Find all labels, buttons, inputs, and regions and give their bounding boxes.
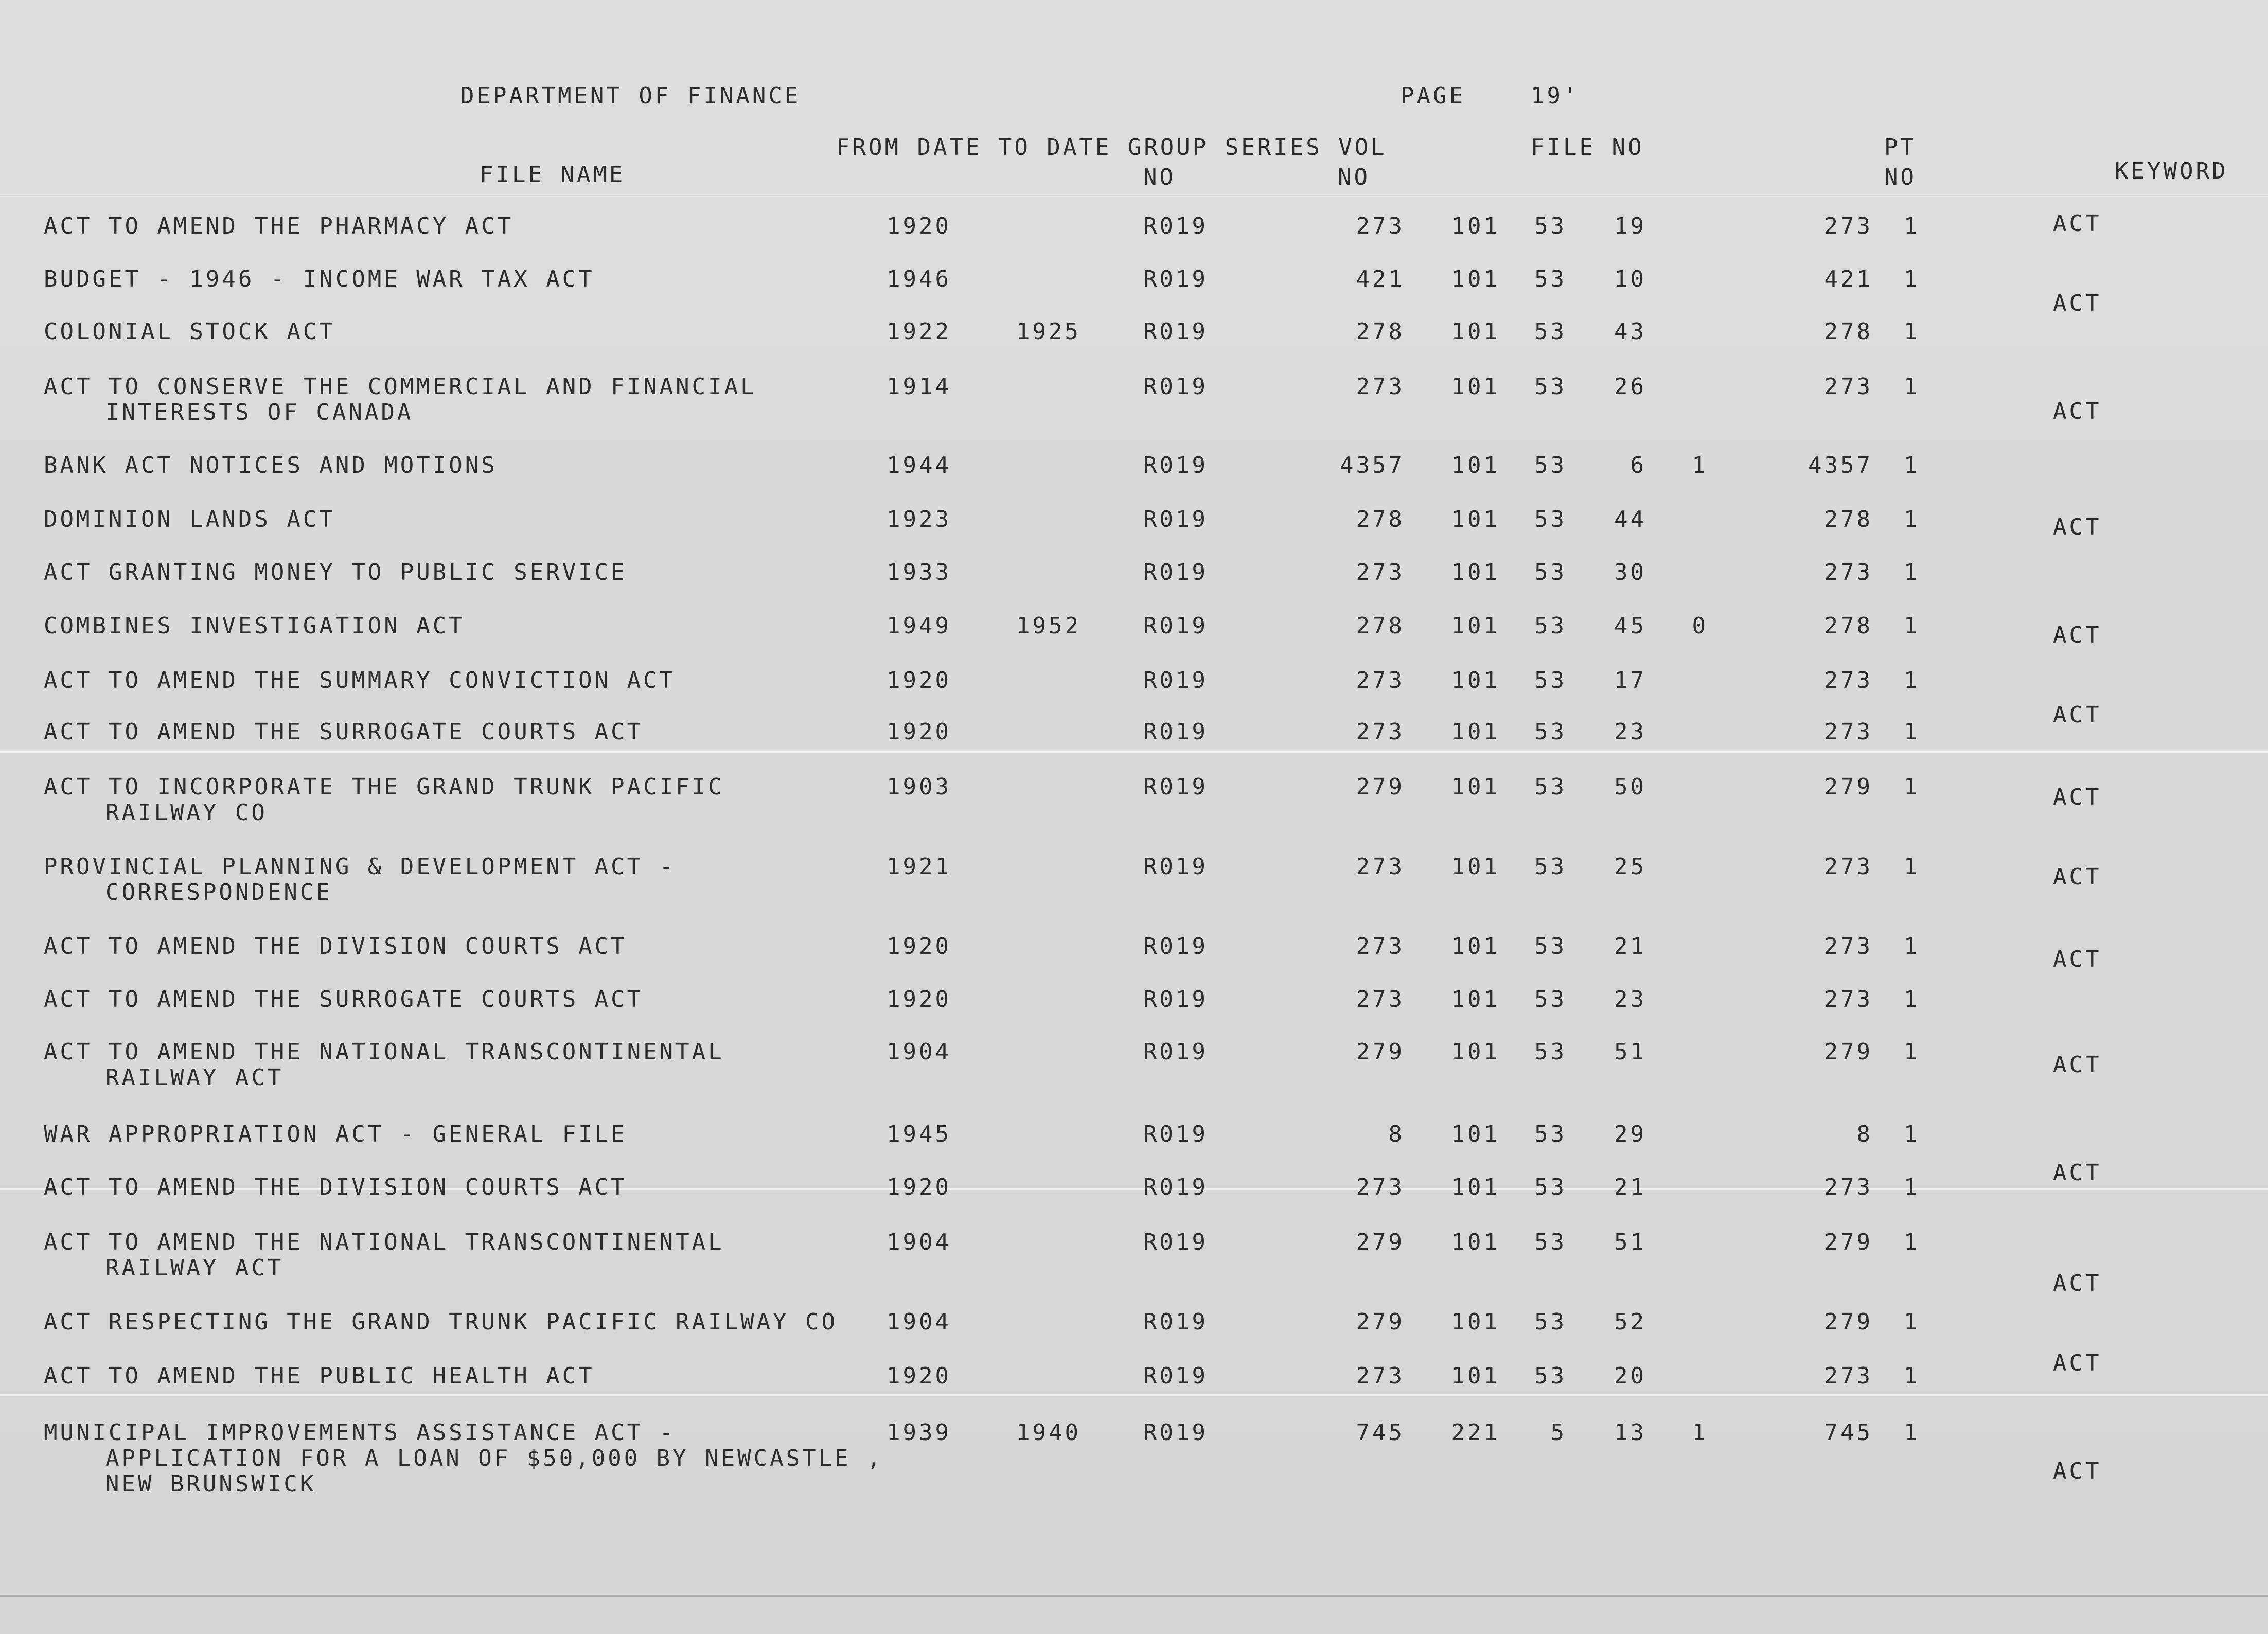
keyword-label: ACT bbox=[2053, 514, 2102, 540]
cell-to: 1940 bbox=[1016, 1419, 1081, 1446]
keyword-label: ACT bbox=[2053, 1052, 2102, 1078]
file-name: ACT GRANTING MONEY TO PUBLIC SERVICE bbox=[44, 559, 627, 585]
cell-vol: 273 bbox=[1356, 1363, 1405, 1389]
cell-group: R019 bbox=[1143, 1363, 1208, 1389]
cell-from: 1904 bbox=[887, 1229, 951, 1255]
file-name: ACT TO AMEND THE NATIONAL TRANSCONTINENTAL bbox=[44, 1229, 724, 1255]
file-name: BUDGET - 1946 - INCOME WAR TAX ACT bbox=[44, 266, 595, 292]
cell-group: R019 bbox=[1143, 506, 1208, 532]
cell-vol: 4357 bbox=[1340, 452, 1405, 478]
cell-f1: 101 bbox=[1451, 1174, 1500, 1200]
cell-pt: 1 bbox=[1904, 374, 1920, 400]
file-name: ACT TO AMEND THE NATIONAL TRANSCONTINENTAL bbox=[44, 1039, 724, 1065]
cell-vol: 273 bbox=[1356, 374, 1405, 400]
column-header-pt: PT bbox=[1884, 134, 1917, 161]
cell-f3: 43 bbox=[1614, 318, 1646, 345]
cell-from: 1945 bbox=[887, 1121, 951, 1147]
cell-f3: 6 bbox=[1630, 452, 1646, 478]
cell-f1: 101 bbox=[1451, 1039, 1500, 1065]
cell-f2: 53 bbox=[1534, 986, 1567, 1013]
cell-f4: 1 bbox=[1692, 452, 1708, 478]
cell-vol: 278 bbox=[1356, 506, 1405, 532]
cell-vol2: 8 bbox=[1856, 1121, 1873, 1147]
cell-group: R019 bbox=[1143, 854, 1208, 880]
cell-f1: 101 bbox=[1451, 213, 1500, 239]
cell-f3: 20 bbox=[1614, 1363, 1646, 1389]
cell-f2: 53 bbox=[1534, 1363, 1567, 1389]
keyword-label: ACT bbox=[2053, 398, 2102, 424]
keyword-label: ACT bbox=[2053, 210, 2102, 237]
cell-vol2: 273 bbox=[1824, 986, 1873, 1013]
cell-vol2: 273 bbox=[1824, 559, 1873, 585]
cell-f2: 53 bbox=[1534, 213, 1567, 239]
cell-f1: 101 bbox=[1451, 719, 1500, 745]
cell-from: 1939 bbox=[887, 1419, 951, 1446]
cell-vol: 421 bbox=[1356, 266, 1405, 292]
column-header-pt-no: NO bbox=[1884, 164, 1917, 190]
cell-group: R019 bbox=[1143, 266, 1208, 292]
cell-pt: 1 bbox=[1904, 452, 1920, 478]
cell-from: 1949 bbox=[887, 613, 951, 639]
cell-f1: 101 bbox=[1451, 1229, 1500, 1255]
cell-f2: 53 bbox=[1534, 1121, 1567, 1147]
cell-f2: 53 bbox=[1534, 933, 1567, 960]
cell-pt: 1 bbox=[1904, 1363, 1920, 1389]
cell-from: 1933 bbox=[887, 559, 951, 585]
cell-group: R019 bbox=[1143, 719, 1208, 745]
cell-f3: 13 bbox=[1614, 1419, 1646, 1446]
cell-vol2: 745 bbox=[1824, 1419, 1873, 1446]
cell-f1: 101 bbox=[1451, 854, 1500, 880]
cell-f3: 51 bbox=[1614, 1039, 1646, 1065]
cell-vol: 278 bbox=[1356, 318, 1405, 345]
cell-group: R019 bbox=[1143, 986, 1208, 1013]
cell-group: R019 bbox=[1143, 1039, 1208, 1065]
cell-group: R019 bbox=[1143, 667, 1208, 694]
cell-f3: 29 bbox=[1614, 1121, 1646, 1147]
file-name-continuation: RAILWAY CO bbox=[105, 800, 268, 826]
cell-from: 1920 bbox=[887, 933, 951, 960]
cell-pt: 1 bbox=[1904, 986, 1920, 1013]
cell-vol: 273 bbox=[1356, 719, 1405, 745]
cell-vol: 273 bbox=[1356, 854, 1405, 880]
cell-group: R019 bbox=[1143, 1309, 1208, 1335]
cell-vol2: 278 bbox=[1824, 506, 1873, 532]
keyword-label: ACT bbox=[2053, 1458, 2102, 1484]
cell-pt: 1 bbox=[1904, 1419, 1920, 1446]
cell-f1: 101 bbox=[1451, 1363, 1500, 1389]
keyword-label: ACT bbox=[2053, 864, 2102, 890]
cell-vol: 279 bbox=[1356, 774, 1405, 800]
cell-to: 1952 bbox=[1016, 613, 1081, 639]
file-name: ACT TO AMEND THE PUBLIC HEALTH ACT bbox=[44, 1363, 595, 1389]
cell-f3: 26 bbox=[1614, 374, 1646, 400]
file-name-continuation: INTERESTS OF CANADA bbox=[105, 399, 414, 425]
cell-vol: 273 bbox=[1356, 986, 1405, 1013]
cell-from: 1946 bbox=[887, 266, 951, 292]
cell-vol: 273 bbox=[1356, 1174, 1405, 1200]
cell-f3: 50 bbox=[1614, 774, 1646, 800]
cell-pt: 1 bbox=[1904, 266, 1920, 292]
column-header-file-name: FILE NAME bbox=[480, 162, 626, 188]
cell-pt: 1 bbox=[1904, 774, 1920, 800]
cell-vol: 8 bbox=[1388, 1121, 1405, 1147]
cell-f3: 45 bbox=[1614, 613, 1646, 639]
cell-f3: 30 bbox=[1614, 559, 1646, 585]
cell-f2: 53 bbox=[1534, 1039, 1567, 1065]
cell-pt: 1 bbox=[1904, 667, 1920, 694]
cell-f1: 101 bbox=[1451, 318, 1500, 345]
cell-from: 1922 bbox=[887, 318, 951, 345]
file-name-continuation: RAILWAY ACT bbox=[105, 1064, 284, 1091]
cell-vol2: 278 bbox=[1824, 613, 1873, 639]
cell-group: R019 bbox=[1143, 374, 1208, 400]
cell-f2: 53 bbox=[1534, 559, 1567, 585]
cell-f2: 53 bbox=[1534, 667, 1567, 694]
cell-vol: 279 bbox=[1356, 1229, 1405, 1255]
cell-vol2: 273 bbox=[1824, 1174, 1873, 1200]
cell-from: 1921 bbox=[887, 854, 951, 880]
cell-f2: 53 bbox=[1534, 854, 1567, 880]
cell-f3: 23 bbox=[1614, 986, 1646, 1013]
cell-from: 1920 bbox=[887, 719, 951, 745]
file-name: ACT TO INCORPORATE THE GRAND TRUNK PACIFIC bbox=[44, 774, 724, 800]
cell-group: R019 bbox=[1143, 559, 1208, 585]
cell-vol2: 273 bbox=[1824, 213, 1873, 239]
keyword-label: ACT bbox=[2053, 622, 2102, 648]
cell-from: 1903 bbox=[887, 774, 951, 800]
cell-vol2: 278 bbox=[1824, 318, 1873, 345]
cell-f2: 53 bbox=[1534, 374, 1567, 400]
cell-f2: 53 bbox=[1534, 613, 1567, 639]
cell-pt: 1 bbox=[1904, 854, 1920, 880]
cell-vol2: 273 bbox=[1824, 1363, 1873, 1389]
cell-f3: 52 bbox=[1614, 1309, 1646, 1335]
cell-f2: 5 bbox=[1550, 1419, 1567, 1446]
cell-vol: 278 bbox=[1356, 613, 1405, 639]
cell-to: 1925 bbox=[1016, 318, 1081, 345]
cell-f2: 53 bbox=[1534, 719, 1567, 745]
cell-f2: 53 bbox=[1534, 318, 1567, 345]
cell-pt: 1 bbox=[1904, 559, 1920, 585]
cell-f2: 53 bbox=[1534, 1174, 1567, 1200]
cell-f2: 53 bbox=[1534, 774, 1567, 800]
cell-from: 1920 bbox=[887, 986, 951, 1013]
cell-f1: 101 bbox=[1451, 774, 1500, 800]
cell-vol: 273 bbox=[1356, 559, 1405, 585]
cell-from: 1914 bbox=[887, 374, 951, 400]
cell-f1: 101 bbox=[1451, 933, 1500, 960]
cell-vol2: 279 bbox=[1824, 1039, 1873, 1065]
cell-group: R019 bbox=[1143, 774, 1208, 800]
cell-vol2: 273 bbox=[1824, 719, 1873, 745]
cell-pt: 1 bbox=[1904, 506, 1920, 532]
cell-vol2: 273 bbox=[1824, 854, 1873, 880]
cell-pt: 1 bbox=[1904, 1121, 1920, 1147]
cell-vol: 273 bbox=[1356, 933, 1405, 960]
file-name-continuation: RAILWAY ACT bbox=[105, 1255, 284, 1281]
file-name-continuation: CORRESPONDENCE bbox=[105, 879, 332, 905]
keyword-label: ACT bbox=[2053, 1270, 2102, 1296]
page-number: 19' bbox=[1531, 83, 1580, 109]
cell-f2: 53 bbox=[1534, 266, 1567, 292]
cell-f1: 101 bbox=[1451, 986, 1500, 1013]
cell-from: 1920 bbox=[887, 1363, 951, 1389]
cell-f3: 21 bbox=[1614, 1174, 1646, 1200]
file-name: ACT TO AMEND THE SURROGATE COURTS ACT bbox=[44, 986, 644, 1013]
keyword-label: ACT bbox=[2053, 1160, 2102, 1186]
department-title: DEPARTMENT OF FINANCE bbox=[460, 83, 801, 109]
cell-f1: 221 bbox=[1451, 1419, 1500, 1446]
keyword-label: ACT bbox=[2053, 784, 2102, 810]
file-name-continuation: NEW BRUNSWICK bbox=[105, 1471, 316, 1497]
column-header-vol-no: NO bbox=[1338, 164, 1370, 190]
cell-pt: 1 bbox=[1904, 719, 1920, 745]
file-name: ACT TO AMEND THE DIVISION COURTS ACT bbox=[44, 1174, 627, 1200]
cell-f2: 53 bbox=[1534, 506, 1567, 532]
cell-f3: 25 bbox=[1614, 854, 1646, 880]
cell-from: 1920 bbox=[887, 213, 951, 239]
cell-vol: 279 bbox=[1356, 1309, 1405, 1335]
cell-f3: 23 bbox=[1614, 719, 1646, 745]
cell-vol: 273 bbox=[1356, 213, 1405, 239]
cell-f4: 1 bbox=[1692, 1419, 1708, 1446]
cell-from: 1920 bbox=[887, 667, 951, 694]
file-name: COMBINES INVESTIGATION ACT bbox=[44, 613, 465, 639]
cell-pt: 1 bbox=[1904, 613, 1920, 639]
cell-vol: 279 bbox=[1356, 1039, 1405, 1065]
cell-vol2: 4357 bbox=[1808, 452, 1873, 478]
cell-group: R019 bbox=[1143, 1419, 1208, 1446]
file-name: ACT TO AMEND THE SUMMARY CONVICTION ACT bbox=[44, 667, 676, 694]
cell-pt: 1 bbox=[1904, 1309, 1920, 1335]
keyword-label: ACT bbox=[2053, 290, 2102, 316]
column-header-dates: FROM DATE TO DATE GROUP SERIES VOL bbox=[836, 134, 1387, 161]
cell-group: R019 bbox=[1143, 213, 1208, 239]
cell-pt: 1 bbox=[1904, 318, 1920, 345]
cell-from: 1904 bbox=[887, 1309, 951, 1335]
cell-group: R019 bbox=[1143, 318, 1208, 345]
keyword-label: ACT bbox=[2053, 1350, 2102, 1376]
cell-pt: 1 bbox=[1904, 933, 1920, 960]
cell-f3: 17 bbox=[1614, 667, 1646, 694]
cell-f1: 101 bbox=[1451, 506, 1500, 532]
cell-group: R019 bbox=[1143, 1174, 1208, 1200]
file-name: PROVINCIAL PLANNING & DEVELOPMENT ACT - bbox=[44, 854, 676, 880]
cell-f2: 53 bbox=[1534, 452, 1567, 478]
cell-group: R019 bbox=[1143, 613, 1208, 639]
file-name: ACT TO AMEND THE DIVISION COURTS ACT bbox=[44, 933, 627, 960]
cell-vol2: 279 bbox=[1824, 1229, 1873, 1255]
cell-vol2: 273 bbox=[1824, 667, 1873, 694]
file-name: ACT TO AMEND THE PHARMACY ACT bbox=[44, 213, 514, 239]
cell-vol2: 279 bbox=[1824, 774, 1873, 800]
cell-from: 1923 bbox=[887, 506, 951, 532]
file-name: MUNICIPAL IMPROVEMENTS ASSISTANCE ACT - bbox=[44, 1419, 676, 1446]
cell-from: 1904 bbox=[887, 1039, 951, 1065]
cell-group: R019 bbox=[1143, 1121, 1208, 1147]
file-name-continuation: APPLICATION FOR A LOAN OF $50,000 BY NEWCASTLE , bbox=[105, 1445, 883, 1471]
cell-f1: 101 bbox=[1451, 1309, 1500, 1335]
cell-pt: 1 bbox=[1904, 1039, 1920, 1065]
cell-from: 1944 bbox=[887, 452, 951, 478]
cell-group: R019 bbox=[1143, 452, 1208, 478]
bottom-rule bbox=[0, 1595, 2268, 1597]
file-name: DOMINION LANDS ACT bbox=[44, 506, 335, 532]
file-name: ACT TO AMEND THE SURROGATE COURTS ACT bbox=[44, 719, 644, 745]
cell-f1: 101 bbox=[1451, 667, 1500, 694]
cell-f1: 101 bbox=[1451, 374, 1500, 400]
file-name: WAR APPROPRIATION ACT - GENERAL FILE bbox=[44, 1121, 627, 1147]
file-name: ACT TO CONSERVE THE COMMERCIAL AND FINANCIAL bbox=[44, 374, 757, 400]
cell-from: 1920 bbox=[887, 1174, 951, 1200]
cell-f2: 53 bbox=[1534, 1229, 1567, 1255]
file-name: ACT RESPECTING THE GRAND TRUNK PACIFIC RAILWAY CO bbox=[44, 1309, 838, 1335]
cell-vol2: 421 bbox=[1824, 266, 1873, 292]
file-name: COLONIAL STOCK ACT bbox=[44, 318, 335, 345]
page-label: PAGE bbox=[1401, 83, 1465, 109]
cell-vol2: 273 bbox=[1824, 933, 1873, 960]
cell-f1: 101 bbox=[1451, 452, 1500, 478]
cell-f2: 53 bbox=[1534, 1309, 1567, 1335]
cell-f1: 101 bbox=[1451, 559, 1500, 585]
cell-group: R019 bbox=[1143, 1229, 1208, 1255]
column-header-keyword: KEYWORD bbox=[2115, 158, 2228, 184]
keyword-label: ACT bbox=[2053, 946, 2102, 972]
cell-vol: 273 bbox=[1356, 667, 1405, 694]
cell-pt: 1 bbox=[1904, 1229, 1920, 1255]
cell-f3: 19 bbox=[1614, 213, 1646, 239]
cell-f3: 51 bbox=[1614, 1229, 1646, 1255]
cell-f3: 21 bbox=[1614, 933, 1646, 960]
cell-f1: 101 bbox=[1451, 266, 1500, 292]
keyword-label: ACT bbox=[2053, 702, 2102, 728]
cell-f3: 44 bbox=[1614, 506, 1646, 532]
cell-f3: 10 bbox=[1614, 266, 1646, 292]
cell-pt: 1 bbox=[1904, 1174, 1920, 1200]
cell-pt: 1 bbox=[1904, 213, 1920, 239]
cell-vol2: 279 bbox=[1824, 1309, 1873, 1335]
cell-f4: 0 bbox=[1692, 613, 1708, 639]
cell-group: R019 bbox=[1143, 933, 1208, 960]
cell-f1: 101 bbox=[1451, 613, 1500, 639]
cell-vol2: 273 bbox=[1824, 374, 1873, 400]
file-name: BANK ACT NOTICES AND MOTIONS bbox=[44, 452, 498, 478]
column-header-file-no: FILE NO bbox=[1531, 134, 1644, 161]
cell-vol: 745 bbox=[1356, 1419, 1405, 1446]
cell-f1: 101 bbox=[1451, 1121, 1500, 1147]
column-header-group-no: NO bbox=[1143, 164, 1176, 190]
